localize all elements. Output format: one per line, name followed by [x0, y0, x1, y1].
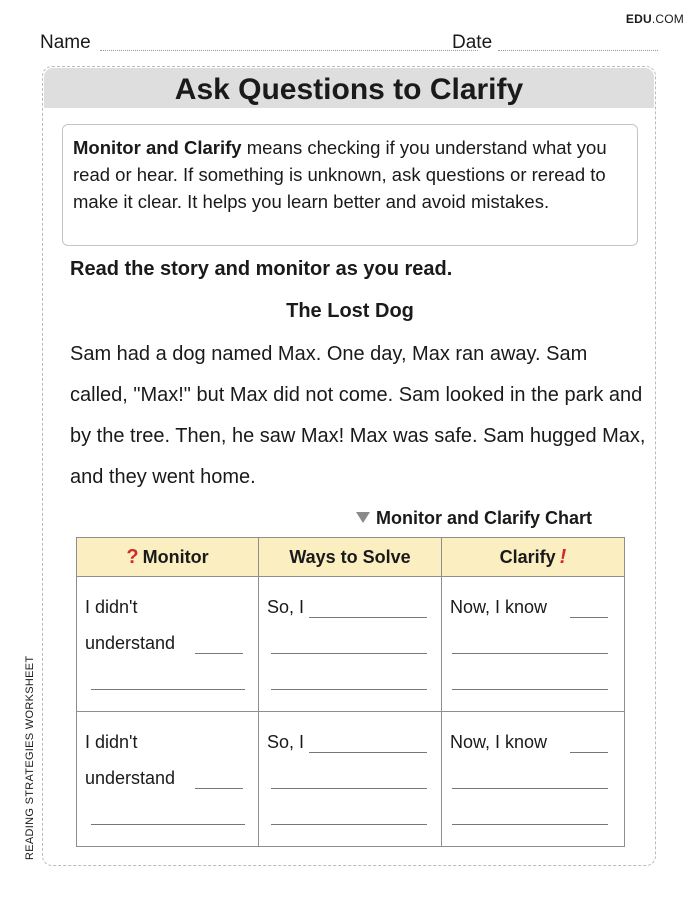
- clarify-text: Now, I know: [450, 597, 548, 617]
- side-label: READING STRATEGIES WORKSHEET: [24, 655, 36, 860]
- definition-term: Monitor and Clarify: [73, 137, 242, 158]
- story-title: The Lost Dog: [286, 300, 414, 322]
- chart-caption: Monitor and Clarify Chart: [356, 508, 592, 529]
- table-row: [77, 577, 625, 712]
- name-date-row: [40, 30, 658, 54]
- ways-text: So, I: [267, 597, 305, 617]
- definition-text: means checking if you understand what you read or hear. If something is unknown, ask questions or reread to make it clear. It helps you learn better and avoid mistakes.: [73, 137, 607, 212]
- monitor-clarify-chart: [76, 537, 625, 847]
- answer-line[interactable]: [271, 653, 427, 654]
- header-ways-to-solve: Ways to Solve: [259, 538, 442, 577]
- date-label: Date: [452, 32, 493, 53]
- answer-line[interactable]: [309, 752, 427, 753]
- triangle-down-icon: [356, 512, 370, 523]
- date-line[interactable]: [498, 50, 658, 51]
- answer-line[interactable]: [452, 653, 608, 654]
- header-monitor: ? Monitor: [77, 538, 259, 577]
- page-title: Ask Questions to Clarify: [44, 68, 654, 108]
- monitor-cell: [77, 712, 259, 847]
- ways-text: So, I: [267, 732, 305, 752]
- answer-line[interactable]: [91, 824, 245, 825]
- monitor-text-line1: I didn't: [85, 597, 138, 617]
- question-mark-icon: ?: [126, 545, 139, 568]
- table-row: [77, 712, 625, 847]
- clarify-cell: [442, 577, 625, 712]
- story-body: Sam had a dog named Max. One day, Max ran away. Sam called, "Max!" but Max did not come. Sam looked in the park and by the tree. Then, he saw Max! Max was safe. Sam hugged Max, and they went home.: [70, 343, 646, 488]
- monitor-text-line2: understand: [85, 633, 176, 653]
- name-label: Name: [40, 32, 91, 53]
- clarify-text: Now, I know: [450, 732, 548, 752]
- chart-header-row: [77, 538, 625, 577]
- clarify-cell: [442, 712, 625, 847]
- answer-line[interactable]: [452, 788, 608, 789]
- instruction: Read the story and monitor as you read.: [70, 258, 453, 280]
- answer-line[interactable]: [309, 617, 427, 618]
- answer-line[interactable]: [570, 617, 608, 618]
- answer-line[interactable]: [271, 788, 427, 789]
- name-line[interactable]: [100, 50, 478, 51]
- monitor-cell: [77, 577, 259, 712]
- brand-logo: EDU.COM: [625, 12, 684, 26]
- monitor-text-line1: I didn't: [85, 732, 138, 752]
- header-clarify: Clarify !: [442, 538, 625, 577]
- answer-line[interactable]: [195, 653, 243, 654]
- ways-cell: [259, 577, 442, 712]
- answer-line[interactable]: [452, 824, 608, 825]
- answer-line[interactable]: [452, 689, 608, 690]
- ways-cell: [259, 712, 442, 847]
- answer-line[interactable]: [195, 788, 243, 789]
- monitor-text-line2: understand: [85, 768, 176, 788]
- answer-line[interactable]: [91, 689, 245, 690]
- answer-line[interactable]: [570, 752, 608, 753]
- definition-box: [62, 124, 638, 246]
- answer-line[interactable]: [271, 689, 427, 690]
- answer-line[interactable]: [271, 824, 427, 825]
- exclamation-icon: !: [559, 545, 567, 568]
